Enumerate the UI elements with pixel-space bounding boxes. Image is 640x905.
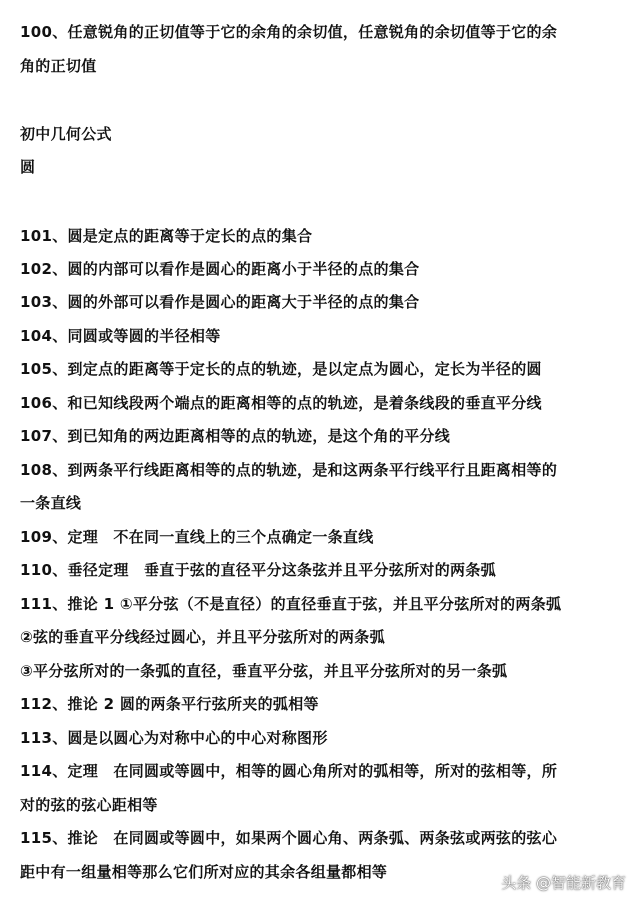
text-line-108b: 一条直线 bbox=[20, 494, 82, 512]
section-subtitle: 圆 bbox=[20, 158, 36, 176]
text-line-100a: 100、任意锐角的正切值等于它的余角的余切值，任意锐角的余切值等于它的余 bbox=[20, 23, 558, 41]
text-line-104: 104、同圆或等圆的半径相等 bbox=[20, 327, 221, 345]
text-line-112: 112、推论 2 圆的两条平行弦所夹的弧相等 bbox=[20, 695, 319, 713]
watermark-text: 头条 @智能新教育 bbox=[501, 874, 626, 892]
text-line-111a: 111、推论 1 ①平分弦（不是直径）的直径垂直于弦，并且平分弦所对的两条弧 bbox=[20, 595, 562, 613]
text-line-107: 107、到已知角的两边距离相等的点的轨迹，是这个角的平分线 bbox=[20, 427, 451, 445]
text-line-108a: 108、到两条平行线距离相等的点的轨迹，是和这两条平行线平行且距离相等的 bbox=[20, 461, 558, 479]
text-line-111c: ③平分弦所对的一条弧的直径，垂直平分弦，并且平分弦所对的另一条弧 bbox=[20, 662, 508, 680]
text-line-114b: 对的弦的弦心距相等 bbox=[20, 796, 158, 814]
text-line-111b: ②弦的垂直平分线经过圆心，并且平分弦所对的两条弧 bbox=[20, 628, 385, 646]
text-line-106: 106、和已知线段两个端点的距离相等的点的轨迹，是着条线段的垂直平分线 bbox=[20, 394, 542, 412]
text-line-105: 105、到定点的距离等于定长的点的轨迹，是以定点为圆心，定长为半径的圆 bbox=[20, 360, 542, 378]
section-title: 初中几何公式 bbox=[20, 125, 112, 143]
text-line-110: 110、垂径定理 垂直于弦的直径平分这条弦并且平分弦所对的两条弧 bbox=[20, 561, 496, 579]
text-line-113: 113、圆是以圆心为对称中心的中心对称图形 bbox=[20, 729, 328, 747]
text-line-109: 109、定理 不在同一直线上的三个点确定一条直线 bbox=[20, 528, 374, 546]
text-line-100b: 角的正切值 bbox=[20, 57, 97, 75]
text-line-101: 101、圆是定点的距离等于定长的点的集合 bbox=[20, 227, 313, 245]
text-line-102: 102、圆的内部可以看作是圆心的距离小于半径的点的集合 bbox=[20, 260, 420, 278]
text-line-103: 103、圆的外部可以看作是圆心的距离大于半径的点的集合 bbox=[20, 293, 420, 311]
text-line-115a: 115、推论 在同圆或等圆中，如果两个圆心角、两条弧、两条弦或两弦的弦心 bbox=[20, 829, 558, 847]
text-line-114a: 114、定理 在同圆或等圆中，相等的圆心角所对的弧相等，所对的弦相等，所 bbox=[20, 762, 558, 780]
text-line-115b: 距中有一组量相等那么它们所对应的其余各组量都相等 bbox=[20, 863, 388, 881]
